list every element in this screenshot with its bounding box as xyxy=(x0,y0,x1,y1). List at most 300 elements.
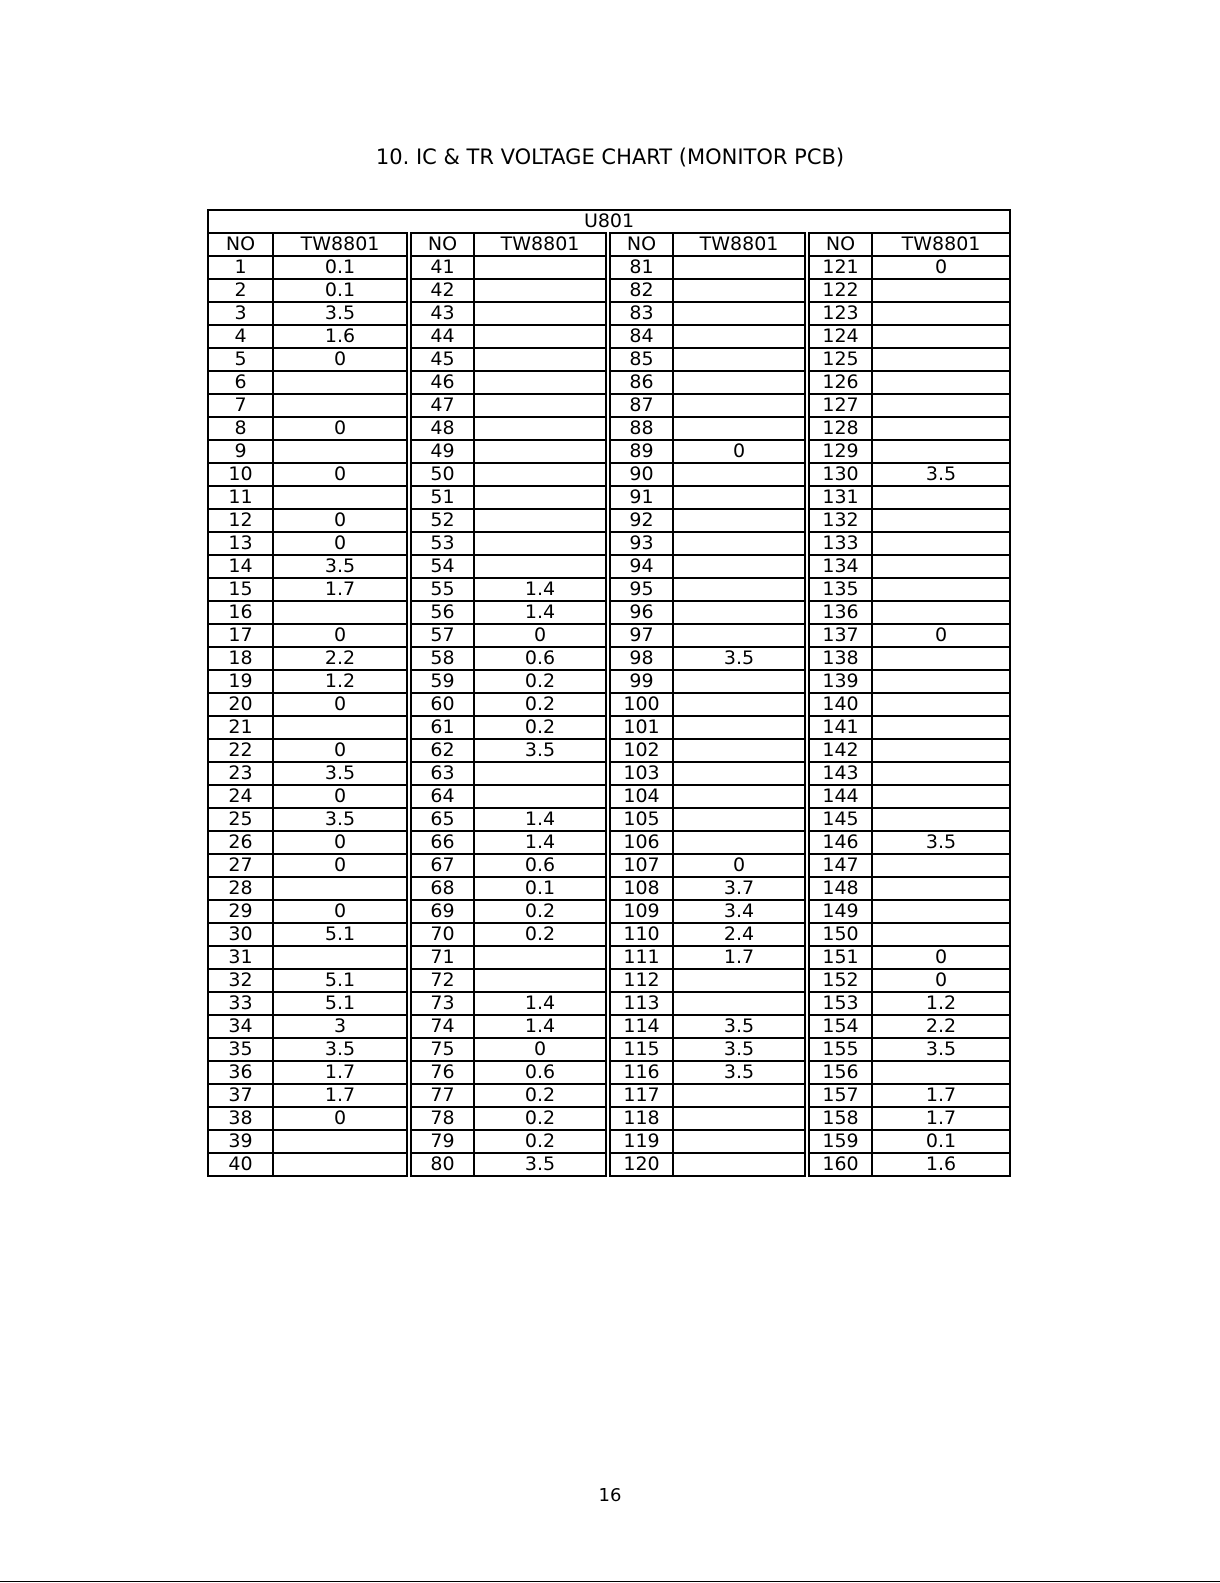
pin-number-cell: 130 xyxy=(807,463,872,486)
voltage-cell xyxy=(273,946,409,969)
voltage-cell xyxy=(673,624,807,647)
voltage-cell: 3.5 xyxy=(273,1038,409,1061)
voltage-cell: 3.5 xyxy=(673,1038,807,1061)
voltage-cell xyxy=(673,417,807,440)
pin-number-cell: 41 xyxy=(409,256,474,279)
pin-number-cell: 114 xyxy=(608,1015,673,1038)
pin-number-cell: 33 xyxy=(208,992,273,1015)
voltage-cell xyxy=(273,601,409,624)
pin-number-cell: 136 xyxy=(807,601,872,624)
voltage-cell xyxy=(673,555,807,578)
voltage-cell xyxy=(872,785,1010,808)
pin-number-cell: 157 xyxy=(807,1084,872,1107)
voltage-cell: 2.2 xyxy=(273,647,409,670)
pin-number-cell: 64 xyxy=(409,785,474,808)
pin-number-cell: 8 xyxy=(208,417,273,440)
voltage-cell xyxy=(673,785,807,808)
voltage-cell xyxy=(273,371,409,394)
pin-number-cell: 54 xyxy=(409,555,474,578)
pin-number-cell: 24 xyxy=(208,785,273,808)
pin-number-cell: 152 xyxy=(807,969,872,992)
pin-number-cell: 86 xyxy=(608,371,673,394)
voltage-cell: 1.7 xyxy=(673,946,807,969)
pin-number-cell: 92 xyxy=(608,509,673,532)
voltage-cell xyxy=(474,279,608,302)
voltage-cell xyxy=(474,486,608,509)
pin-number-cell: 46 xyxy=(409,371,474,394)
pin-number-cell: 19 xyxy=(208,670,273,693)
pin-number-cell: 36 xyxy=(208,1061,273,1084)
pin-number-cell: 111 xyxy=(608,946,673,969)
voltage-cell: 1.7 xyxy=(273,1084,409,1107)
voltage-cell: 0.6 xyxy=(474,647,608,670)
column-header-no: NO xyxy=(608,233,673,256)
pin-number-cell: 108 xyxy=(608,877,673,900)
table-row xyxy=(208,647,1010,670)
pin-number-cell: 79 xyxy=(409,1130,474,1153)
ic-label: U801 xyxy=(208,210,1010,233)
voltage-cell: 1.2 xyxy=(872,992,1010,1015)
pin-number-cell: 90 xyxy=(608,463,673,486)
table-row xyxy=(208,486,1010,509)
voltage-cell: 1.4 xyxy=(474,578,608,601)
pin-number-cell: 42 xyxy=(409,279,474,302)
pin-number-cell: 153 xyxy=(807,992,872,1015)
voltage-cell: 2.2 xyxy=(872,1015,1010,1038)
voltage-cell xyxy=(474,440,608,463)
voltage-cell xyxy=(673,325,807,348)
voltage-cell: 1.7 xyxy=(872,1084,1010,1107)
voltage-cell xyxy=(474,348,608,371)
voltage-cell: 0 xyxy=(273,348,409,371)
voltage-cell: 1.7 xyxy=(273,1061,409,1084)
pin-number-cell: 97 xyxy=(608,624,673,647)
voltage-cell: 0 xyxy=(273,509,409,532)
column-header-no: NO xyxy=(807,233,872,256)
pin-number-cell: 117 xyxy=(608,1084,673,1107)
pin-number-cell: 129 xyxy=(807,440,872,463)
pin-number-cell: 39 xyxy=(208,1130,273,1153)
voltage-cell: 3.5 xyxy=(273,302,409,325)
pin-number-cell: 37 xyxy=(208,1084,273,1107)
voltage-cell: 0 xyxy=(872,256,1010,279)
voltage-cell xyxy=(673,256,807,279)
voltage-cell xyxy=(872,900,1010,923)
voltage-cell: 0 xyxy=(273,693,409,716)
pin-number-cell: 138 xyxy=(807,647,872,670)
pin-number-cell: 116 xyxy=(608,1061,673,1084)
pin-number-cell: 107 xyxy=(608,854,673,877)
pin-number-cell: 28 xyxy=(208,877,273,900)
pin-number-cell: 38 xyxy=(208,1107,273,1130)
table-row xyxy=(208,831,1010,854)
voltage-cell xyxy=(673,279,807,302)
pin-number-cell: 27 xyxy=(208,854,273,877)
voltage-table xyxy=(207,209,1011,1177)
voltage-cell: 0 xyxy=(273,854,409,877)
voltage-cell: 0.2 xyxy=(474,670,608,693)
voltage-cell: 1.4 xyxy=(474,992,608,1015)
voltage-cell: 3.5 xyxy=(673,1061,807,1084)
voltage-cell: 0.1 xyxy=(474,877,608,900)
pin-number-cell: 96 xyxy=(608,601,673,624)
page-number: 16 xyxy=(598,1485,622,1506)
table-row xyxy=(208,509,1010,532)
column-header-no: NO xyxy=(409,233,474,256)
pin-number-cell: 100 xyxy=(608,693,673,716)
voltage-cell: 0.6 xyxy=(474,1061,608,1084)
pin-number-cell: 106 xyxy=(608,831,673,854)
pin-number-cell: 124 xyxy=(807,325,872,348)
voltage-cell xyxy=(673,693,807,716)
table-row xyxy=(208,279,1010,302)
pin-number-cell: 109 xyxy=(608,900,673,923)
pin-number-cell: 139 xyxy=(807,670,872,693)
table-row xyxy=(208,1061,1010,1084)
pin-number-cell: 69 xyxy=(409,900,474,923)
voltage-cell xyxy=(872,601,1010,624)
pin-number-cell: 147 xyxy=(807,854,872,877)
pin-number-cell: 155 xyxy=(807,1038,872,1061)
pin-number-cell: 141 xyxy=(807,716,872,739)
voltage-cell xyxy=(273,486,409,509)
voltage-cell: 0.6 xyxy=(474,854,608,877)
pin-number-cell: 115 xyxy=(608,1038,673,1061)
pin-number-cell: 13 xyxy=(208,532,273,555)
voltage-cell xyxy=(273,877,409,900)
voltage-cell: 0 xyxy=(273,831,409,854)
voltage-cell xyxy=(273,440,409,463)
pin-number-cell: 137 xyxy=(807,624,872,647)
voltage-cell: 3.4 xyxy=(673,900,807,923)
pin-number-cell: 150 xyxy=(807,923,872,946)
voltage-cell: 0 xyxy=(273,900,409,923)
voltage-cell xyxy=(673,739,807,762)
pin-number-cell: 83 xyxy=(608,302,673,325)
column-header-value: TW8801 xyxy=(474,233,608,256)
table-row xyxy=(208,670,1010,693)
pin-number-cell: 20 xyxy=(208,693,273,716)
voltage-cell xyxy=(273,1153,409,1176)
pin-number-cell: 4 xyxy=(208,325,273,348)
table-row xyxy=(208,1107,1010,1130)
table-row xyxy=(208,877,1010,900)
pin-number-cell: 30 xyxy=(208,923,273,946)
pin-number-cell: 15 xyxy=(208,578,273,601)
voltage-cell: 3.5 xyxy=(673,647,807,670)
pin-number-cell: 35 xyxy=(208,1038,273,1061)
pin-number-cell: 6 xyxy=(208,371,273,394)
voltage-cell xyxy=(474,969,608,992)
pin-number-cell: 66 xyxy=(409,831,474,854)
pin-number-cell: 133 xyxy=(807,532,872,555)
voltage-cell: 0 xyxy=(273,417,409,440)
table-row xyxy=(208,371,1010,394)
voltage-cell xyxy=(474,463,608,486)
voltage-cell: 3.5 xyxy=(872,463,1010,486)
voltage-cell: 0.2 xyxy=(474,1107,608,1130)
voltage-cell: 0.1 xyxy=(872,1130,1010,1153)
table-row xyxy=(208,1153,1010,1176)
table-row xyxy=(208,854,1010,877)
pin-number-cell: 75 xyxy=(409,1038,474,1061)
pin-number-cell: 34 xyxy=(208,1015,273,1038)
pin-number-cell: 63 xyxy=(409,762,474,785)
table-row xyxy=(208,739,1010,762)
pin-number-cell: 82 xyxy=(608,279,673,302)
pin-number-cell: 45 xyxy=(409,348,474,371)
pin-number-cell: 62 xyxy=(409,739,474,762)
column-header-row xyxy=(208,233,1010,256)
voltage-cell: 1.4 xyxy=(474,1015,608,1038)
pin-number-cell: 29 xyxy=(208,900,273,923)
pin-number-cell: 61 xyxy=(409,716,474,739)
voltage-cell: 3.5 xyxy=(474,1153,608,1176)
voltage-cell: 3.5 xyxy=(273,808,409,831)
table-row xyxy=(208,1015,1010,1038)
pin-number-cell: 47 xyxy=(409,394,474,417)
pin-number-cell: 131 xyxy=(807,486,872,509)
pin-number-cell: 12 xyxy=(208,509,273,532)
voltage-cell xyxy=(273,394,409,417)
voltage-cell xyxy=(872,739,1010,762)
voltage-cell: 0.1 xyxy=(273,279,409,302)
voltage-cell xyxy=(872,394,1010,417)
voltage-cell: 3.5 xyxy=(273,555,409,578)
voltage-cell: 0 xyxy=(273,1107,409,1130)
voltage-cell xyxy=(872,486,1010,509)
pin-number-cell: 103 xyxy=(608,762,673,785)
voltage-cell xyxy=(474,555,608,578)
voltage-cell xyxy=(673,1153,807,1176)
voltage-cell xyxy=(673,1084,807,1107)
pin-number-cell: 122 xyxy=(807,279,872,302)
pin-number-cell: 123 xyxy=(807,302,872,325)
voltage-cell xyxy=(474,256,608,279)
column-header-value: TW8801 xyxy=(872,233,1010,256)
voltage-cell xyxy=(872,716,1010,739)
pin-number-cell: 23 xyxy=(208,762,273,785)
voltage-cell xyxy=(872,325,1010,348)
voltage-cell xyxy=(673,1130,807,1153)
pin-number-cell: 135 xyxy=(807,578,872,601)
pin-number-cell: 25 xyxy=(208,808,273,831)
table-row xyxy=(208,785,1010,808)
voltage-cell xyxy=(872,762,1010,785)
pin-number-cell: 128 xyxy=(807,417,872,440)
voltage-cell xyxy=(872,302,1010,325)
voltage-cell xyxy=(872,1061,1010,1084)
voltage-cell xyxy=(872,440,1010,463)
pin-number-cell: 110 xyxy=(608,923,673,946)
voltage-cell: 3.5 xyxy=(872,1038,1010,1061)
pin-number-cell: 70 xyxy=(409,923,474,946)
pin-number-cell: 99 xyxy=(608,670,673,693)
voltage-cell: 3.7 xyxy=(673,877,807,900)
voltage-cell xyxy=(474,325,608,348)
pin-number-cell: 81 xyxy=(608,256,673,279)
table-row xyxy=(208,348,1010,371)
table-row xyxy=(208,762,1010,785)
voltage-cell: 1.4 xyxy=(474,601,608,624)
table-row xyxy=(208,555,1010,578)
voltage-cell xyxy=(673,348,807,371)
table-row xyxy=(208,417,1010,440)
voltage-cell xyxy=(673,992,807,1015)
voltage-cell xyxy=(872,509,1010,532)
pin-number-cell: 68 xyxy=(409,877,474,900)
voltage-cell xyxy=(673,509,807,532)
table-row xyxy=(208,1038,1010,1061)
pin-number-cell: 112 xyxy=(608,969,673,992)
pin-number-cell: 125 xyxy=(807,348,872,371)
pin-number-cell: 26 xyxy=(208,831,273,854)
voltage-cell xyxy=(673,831,807,854)
voltage-cell: 1.7 xyxy=(273,578,409,601)
voltage-cell xyxy=(872,854,1010,877)
pin-number-cell: 14 xyxy=(208,555,273,578)
table-row xyxy=(208,463,1010,486)
pin-number-cell: 121 xyxy=(807,256,872,279)
voltage-cell xyxy=(673,371,807,394)
pin-number-cell: 67 xyxy=(409,854,474,877)
voltage-cell: 0.2 xyxy=(474,693,608,716)
pin-number-cell: 56 xyxy=(409,601,474,624)
pin-number-cell: 71 xyxy=(409,946,474,969)
pin-number-cell: 119 xyxy=(608,1130,673,1153)
pin-number-cell: 53 xyxy=(409,532,474,555)
voltage-cell xyxy=(872,808,1010,831)
table-row xyxy=(208,716,1010,739)
pin-number-cell: 113 xyxy=(608,992,673,1015)
pin-number-cell: 134 xyxy=(807,555,872,578)
table-row xyxy=(208,578,1010,601)
voltage-cell: 0 xyxy=(872,946,1010,969)
voltage-cell: 5.1 xyxy=(273,923,409,946)
pin-number-cell: 95 xyxy=(608,578,673,601)
pin-number-cell: 140 xyxy=(807,693,872,716)
voltage-cell xyxy=(474,417,608,440)
voltage-cell xyxy=(673,808,807,831)
pin-number-cell: 156 xyxy=(807,1061,872,1084)
table-row xyxy=(208,302,1010,325)
voltage-cell: 0.2 xyxy=(474,1084,608,1107)
voltage-cell xyxy=(474,371,608,394)
pin-number-cell: 120 xyxy=(608,1153,673,1176)
voltage-cell xyxy=(474,946,608,969)
pin-number-cell: 98 xyxy=(608,647,673,670)
pin-number-cell: 43 xyxy=(409,302,474,325)
table-row xyxy=(208,1130,1010,1153)
pin-number-cell: 85 xyxy=(608,348,673,371)
pin-number-cell: 72 xyxy=(409,969,474,992)
table-row xyxy=(208,325,1010,348)
pin-number-cell: 21 xyxy=(208,716,273,739)
pin-number-cell: 80 xyxy=(409,1153,474,1176)
pin-number-cell: 55 xyxy=(409,578,474,601)
pin-number-cell: 88 xyxy=(608,417,673,440)
voltage-cell xyxy=(673,394,807,417)
pin-number-cell: 5 xyxy=(208,348,273,371)
voltage-cell: 1.6 xyxy=(273,325,409,348)
pin-number-cell: 159 xyxy=(807,1130,872,1153)
voltage-cell xyxy=(872,532,1010,555)
voltage-cell: 0 xyxy=(273,532,409,555)
voltage-cell: 0.2 xyxy=(474,923,608,946)
pin-number-cell: 102 xyxy=(608,739,673,762)
pin-number-cell: 44 xyxy=(409,325,474,348)
pin-number-cell: 91 xyxy=(608,486,673,509)
pin-number-cell: 105 xyxy=(608,808,673,831)
voltage-cell: 3.5 xyxy=(872,831,1010,854)
table-row xyxy=(208,923,1010,946)
page-title: 10. IC & TR VOLTAGE CHART (MONITOR PCB) xyxy=(375,145,845,169)
voltage-cell xyxy=(474,762,608,785)
voltage-cell xyxy=(872,417,1010,440)
voltage-cell: 0 xyxy=(474,624,608,647)
pin-number-cell: 32 xyxy=(208,969,273,992)
voltage-cell xyxy=(872,670,1010,693)
voltage-cell xyxy=(872,555,1010,578)
pin-number-cell: 76 xyxy=(409,1061,474,1084)
pin-number-cell: 104 xyxy=(608,785,673,808)
voltage-cell xyxy=(273,1130,409,1153)
voltage-table-container xyxy=(207,209,1009,1177)
table-row xyxy=(208,693,1010,716)
table-row xyxy=(208,900,1010,923)
voltage-cell: 0 xyxy=(273,739,409,762)
pin-number-cell: 18 xyxy=(208,647,273,670)
pin-number-cell: 132 xyxy=(807,509,872,532)
voltage-cell xyxy=(673,762,807,785)
pin-number-cell: 77 xyxy=(409,1084,474,1107)
voltage-cell: 3.5 xyxy=(273,762,409,785)
ic-header-row xyxy=(208,210,1010,233)
voltage-cell xyxy=(673,601,807,624)
pin-number-cell: 154 xyxy=(807,1015,872,1038)
pin-number-cell: 59 xyxy=(409,670,474,693)
voltage-cell: 0 xyxy=(273,785,409,808)
pin-number-cell: 78 xyxy=(409,1107,474,1130)
pin-number-cell: 7 xyxy=(208,394,273,417)
voltage-cell: 1.4 xyxy=(474,831,608,854)
pin-number-cell: 48 xyxy=(409,417,474,440)
pin-number-cell: 17 xyxy=(208,624,273,647)
pin-number-cell: 10 xyxy=(208,463,273,486)
pin-number-cell: 65 xyxy=(409,808,474,831)
voltage-cell: 0.2 xyxy=(474,716,608,739)
voltage-cell xyxy=(474,785,608,808)
voltage-cell: 1.2 xyxy=(273,670,409,693)
pin-number-cell: 93 xyxy=(608,532,673,555)
voltage-cell xyxy=(474,394,608,417)
pin-number-cell: 1 xyxy=(208,256,273,279)
pin-number-cell: 87 xyxy=(608,394,673,417)
voltage-cell xyxy=(474,532,608,555)
pin-number-cell: 40 xyxy=(208,1153,273,1176)
table-row xyxy=(208,946,1010,969)
pin-number-cell: 73 xyxy=(409,992,474,1015)
pin-number-cell: 50 xyxy=(409,463,474,486)
pin-number-cell: 74 xyxy=(409,1015,474,1038)
voltage-cell: 3.5 xyxy=(673,1015,807,1038)
table-row xyxy=(208,601,1010,624)
voltage-cell: 1.7 xyxy=(872,1107,1010,1130)
pin-number-cell: 127 xyxy=(807,394,872,417)
voltage-cell xyxy=(673,578,807,601)
table-row xyxy=(208,992,1010,1015)
voltage-cell: 2.4 xyxy=(673,923,807,946)
